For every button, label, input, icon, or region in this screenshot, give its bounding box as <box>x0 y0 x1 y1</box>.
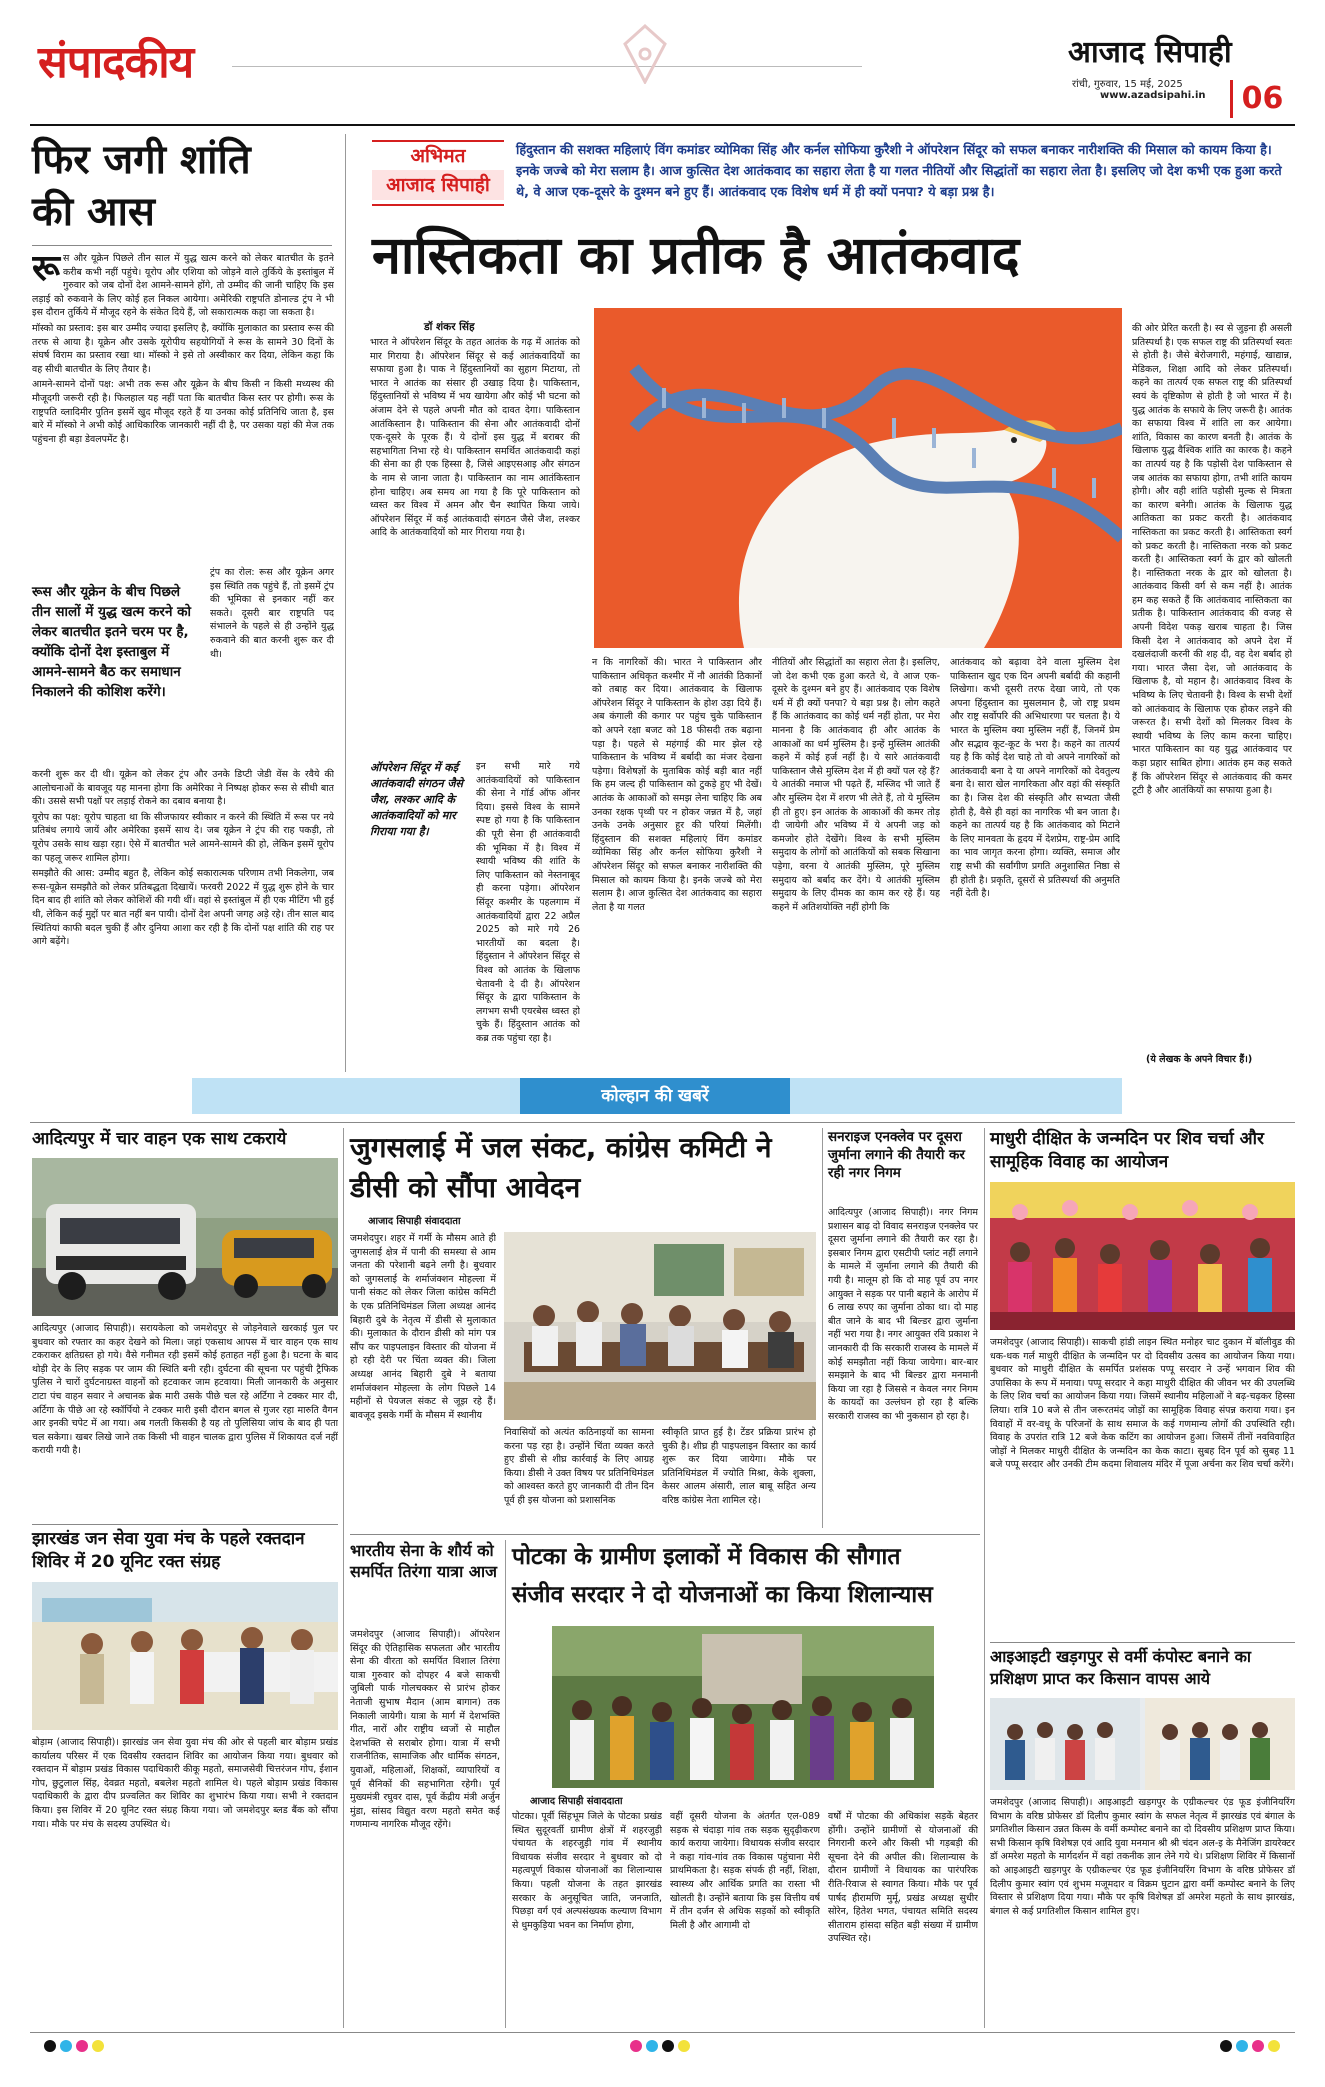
pen-nib-icon <box>600 24 690 84</box>
story-potka-photo <box>552 1626 934 1788</box>
story-accident-text: आदित्यपुर (आजाद सिपाही)। सरायकेला को जमशेदपुर से जोड़नेवाले खरकाई पुल पर बुधवार को रफ्तार का कहर देखने को मिला। जहां एकसाथ आपस में चार वाहन एक साथ टकराकर क्षतिग्रस्त हो गये। वैसे गनीमत रही इसमें कोई हताहत नहीं हुआ है। घटना के बाद थोड़ी देर के लिए सड़क पर जाम की स्थिति बनी रही। दुर्घटना की सूचना पर पहुंची ट्रैफिक पुलिस ने चारों दुर्घटनाग्रस्त वाहनों को हटवाकर जाम हटवाया। मिली जानकारी के अनुसार टाटा पंच वाहन सवार ने अचानक ब्रेक मारी उसके पीछे चल रहे अर्टिगा ने टक्कर मार दी, अर्टिगा के पीछे आ रहे स्कॉर्पियो ने टक्कर मारी इसी दौरान बगल से गुजर रहा मारुति वैगन आर इनकी चपेट में आ गया। अब गलती किसकी है यह तो पुलिसिया जांच के बाद ही पता चल सकेगा। खबर लिखे जाने तक किसी भी वाहन चालक द्वारा पुलिस में शिकायत दर्ज नहीं करायी गयी है। <box>32 1323 338 1457</box>
story-water-photo <box>504 1232 816 1420</box>
editorial-para-7: समझौते की आस: उम्मीद बहुत है, लेकिन कोई सकारात्मक परिणाम तभी निकलेगा, जब रूस-यूक्रेन समझौते को लेकर प्रतिबद्धता दिखायें। फरवरी 2022 में युद्ध शुरू होने के चार दिन बाद ही शांति को लेकर कोशिशें की गयी थीं। वहां से इस्तांबुल में ही एक मीटिंग भी हुई थी, लेकिन कई मुद्दों पर बात नहीं बन पायी। दोनों देश अपनी जगह अड़े रहे। तीन साल बाद स्थितियां काफी बदल चुकी हैं और दुनिया आशा कर रही है कि दोनों पक्ष शांति की राह पर आगे बढ़ेंगे। <box>32 868 334 948</box>
opinion-col5-text: की ओर प्रेरित करती है। स्व से जुड़ना ही असली प्रतिस्पर्धा है। एक सफल राष्ट्र की प्रतिस्पर्धा स्वतः से होती है। जैसे बेरोजगारी, महंगाई, खाद्यान्न, मेडिकल, शिक्षा आदि को लेकर प्रतिस्पर्धा। कहने का तात्पर्य एक सफल राष्ट्र की प्रतिस्पर्धा स्वयं के दृष्टिकोण से होती है जो भारत में है। युद्ध आतंक के सफाये के लिए जरूरी है। आतंक का सफाया विश्व में शांति ला कर आयेगा। शांति, विकास का कारण बनती है। आतंक के खिलाफ युद्ध वैश्विक शांति का कारक है। कहने का तात्पर्य यह है कि पड़ोसी देश पाकिस्तान से जब आतंक का सफाया होगा, तभी शांति कायम होगी। और वही शांति पड़ोसी मुल्क से मित्रता का कारण बनेगी। आतंक के खिलाफ युद्ध आतिकता का प्रकट करती है। आतंकवाद नास्तिकता का प्रकट करती है। आस्तिकता स्वर्ग को प्रकट करती है। नास्तिकता नरक को प्रकट करती है। आस्तिकता स्वर्ग के द्वार को खोलती है। नास्तिकता नरक के द्वार को खोलता है। आतंकवाद किसी वर्ग से कम नहीं है। आतंक हम कह सकते हैं कि आतंकवाद नास्तिकता का प्रतीक है। पाकिस्तान आतंकवाद की वजह से अपनी विदेश पकड़ खराब चाहता है। जिस किसी देश ने आतंकवाद को अपने देश में दखलंदाजी करनी की शह दी, वह देश बर्बाद हो गया। भारत जैसा देश, जो आतंकवाद के खिलाफ है, वो महान है। आतंकवाद विश्व के भविष्य के लिए चेतावनी है। विश्व के सभी देशों को आतंकवाद के खिलाफ एक होकर लड़ने की जरूरत है। सभी देशों को मिलकर विश्व के स्थायी भविष्य के लिए काम करना चाहिए। भारत पाकिस्तान का यह युद्ध आतंकवाद पर कड़ा प्रहार साबित होगा। आतंक हम कह सकते हैं कि ऑपरेशन सिंदूर से आतंकवाद की कमर टूटी है और आतंकियों का सफाया हुआ है। <box>1132 323 1292 797</box>
opinion-column-3 <box>772 656 940 1070</box>
opinion-col3-text: नीतियों और सिद्धांतों का सहारा लेता है। इसलिए, जो देश कभी एक हुआ करते थे, वे आज एक-दूसरे के दुश्मन बने हुए हैं। आतंकवाद एक विशेष धर्म में ही क्यों पनपा? ये बड़ा प्रश्न है। लोग कहते हैं कि आतंकवाद का कोई धर्म नहीं होता, पर मेरा मानना है कि आतंकवाद ही और आतंक के आकाओं का धर्म मुस्लिम है। इन्हें मुस्लिम आतंकी कहने में कोई हर्ज नहीं है। ये सारे आतंकवादी पाकिस्तान जैसे मुस्लिम देश में ही क्यों पल रहे हैं? ये आतंकी नमाज भी पढ़ते हैं, मस्जिद भी जाते हैं और मुस्लिम देश में शरण भी लेते हैं, तो ये मुस्लिम ही तो हुए। इन आतंक के आकाओं की कमर तोड़ दी जायेगी और भविष्य में ये अपनी जड़ को कमजोर होते देखेंगे। विश्व के सभी मुस्लिम समुदाय के लोगों को आतंकियों को सबक सिखाना पड़ेगा, वरना ये आतंकी मुस्लिम, पूरे मुस्लिम समुदाय को बर्बाद कर देंगे। ये आतंकी मुस्लिम समुदाय के लिए दीमक का काम कर रहे हैं। यह कहने में अतिशयोक्ति नहीं होगी कि <box>772 657 940 913</box>
editorial-body-bottom <box>32 768 334 1068</box>
opinion-column-1b <box>476 760 580 1070</box>
story-madhuri-text: जमशेदपुर (आजाद सिपाही)। साकची हांडी लाइन स्थित मनोहर चाट दुकान में बॉलीवुड की धक-धक गर्ल माधुरी दीक्षित के जन्मदिन पर दो दिवसीय उत्सव का आयोजन किया गया। बुधवार को माधुरी दीक्षित के समर्पित प्रशंसक पप्पू सरदार ने उन्हें भगवान शिव की उपासिका के रूप में मनाया। पप्पू सरदार ने कहा माधुरी दीक्षित की जीवन भर की उपलब्धि के लिए शिव चर्चा का आयोजन किया गया। जिसमें स्थानीय महिलाओं ने बढ़-चढ़कर हिस्सा लिया। रात्रि 10 बजे से तीन जरूरतमंद जोड़ों का सामूहिक विवाह संपन्न कराया गया। इन विवाहों में वर-वधू के परिजनों के साथ समाज के कई गणमान्य लोगों की उपस्थिति रही। विवाह के उपरांत रात्रि 12 बजे केक कटिंग का आयोजन हुआ। जिसमें तीनों नवविवाहित जोड़ों ने मिलकर माधुरी दीक्षित के जन्मदिन का केक काटा। सुबह दिन पूर्व को सुबह 11 बजे पप्पू सरदार और उनकी टीम कदमा शिवालय मंदिर में पूजा अर्चना कर शिव चर्चा करेंगे। <box>990 1337 1295 1471</box>
editorial-title-rule <box>32 245 332 246</box>
editorial-para-2: मॉस्को का प्रस्ताव: इस बार उम्मीद ज्यादा इसलिए है, क्योंकि मुलाकात का प्रस्ताव रूस की तरफ से आया है। यूक्रेन और उसके यूरोपीय सहयोगियों ने रूस के सामने 30 दिनों के संघर्ष विराम का प्रस्ताव रखा था। मॉस्को ने इसे तो अस्वीकार कर दिया, लेकिन कहा कि वह सीधी बातचीत के लिए तैयार है। <box>32 322 334 375</box>
editorial-pullquote: रूस और यूक्रेन के बीच पिछले तीन सालों में युद्ध खत्म करने को लेकर बातचीत इतने चरम पर है, क्योंकि दोनों देश इस्ताबुल में आमने-सामने बैठ कर समाधान निकालने की कोशिश करेंगे। <box>32 584 192 700</box>
story-iit-headline: आइआइटी खड़गपुर से वर्मी कंपोस्ट बनाने का प्रशिक्षण प्राप्त कर किसान वापस आये <box>990 1647 1252 1688</box>
story-tiranga-text: जमशेदपुर (आजाद सिपाही)। ऑपरेशन सिंदूर की ऐतिहासिक सफलता और भारतीय सेना की वीरता को समर्पित विशाल तिरंगा यात्रा गुरुवार को दोपहर 4 बजे साकची जुबिली पार्क गोलचक्कर से प्रारंभ होकर नेताजी सुभाष मैदान (आम बागान) तक निकाली जायेगी। यात्रा के मार्ग में देशभक्ति गीत, नारों और राष्ट्रीय ध्वजों से माहौल देशभक्ति से सराबोर होगा। यात्रा में सभी राजनीतिक, सामाजिक और धार्मिक संगठन, युवाओं, महिलाओं, शिक्षकों, व्यापारियों व पूर्व सैनिकों की सहभागिता रहेगी। पूर्व मुख्यमंत्री रघुवर दास, पूर्व केंद्रीय मंत्री अर्जुन मुंडा, सांसद विद्युत वरण महतो समेत कई गणमान्य नागरिक मौजूद रहेंगे। <box>350 1629 500 1831</box>
editorial-dropcap: रू <box>32 252 60 289</box>
opinion-col2-text: न कि नागरिकों की। भारत ने पाकिस्तान और पाकिस्तान अधिकृत कश्मीर में नौ आतंकी ठिकानों को तबाह कर दिया। आतंकवाद के खिलाफ ऑपरेशन सिंदूर ने पाकिस्तान के होश उड़ा दिये हैं। अब कंगाली की कगार पर पहुंच चुके पाकिस्तान को अपने रक्षा बजट को 18 फीसदी तक बढ़ाना पड़ा है। पहले से महंगाई की मार झेल रहे पाकिस्तान के भविष्य में बर्बादी का मंजर देखना पड़ेगा। विशेषज्ञों के मुताबिक कोई बड़ी बात नहीं कि हम जल्द ही पाकिस्तान को टुकड़े हुए भी देखें। आतंक के आकाओं को समझ लेना चाहिए कि अब उनका रक्षक पृथ्वी पर न होकर जन्नत में है, जहां उनके उनके अनुसार हूर की परियां मिलेंगी। हिंदुस्तान की सशक्त महिलाएं विंग कमांडर व्योमिका सिंह और कर्नल सोफिया कुरैशी ने ऑपरेशन सिंदूर को सफल बनाकर नारीशक्ति की मिसाल को कायम किया है। इनके जज्बे को मेरा सलाम है। आज कुत्सित देश आतंकवाद का सहारा लेता है या गलत <box>592 657 762 913</box>
story-potka-text-a: पोटका। पूर्वी सिंहभूम जिले के पोटका प्रखंड स्थित सुदूरवर्ती ग्रामीण क्षेत्रों में शहरजुड़ी पंचायत के शहरजुड़ी गांव में स्थानीय विधायक संजीव सरदार ने बुधवार को दो महत्वपूर्ण विकास योजनाओं का शिलान्यास किया। पहली योजना के तहत झारखंड सरकार के अनुसूचित जाति, जनजाति, पिछड़ा वर्ग एवं अल्पसंख्यक कल्याण विभाग से धुमकुड़िया भवन का निर्माण होगा, <box>512 1811 662 1931</box>
kolhan-band: कोल्हान की खबरें <box>520 1078 790 1114</box>
opinion-col1b-text: इन सभी मारे गये आतंकवादियों को पाकिस्तान की सेना ने गॉर्ड ऑफ ऑनर दिया। इससे विश्व के सामने स्पष्ट हो गया है कि पाकिस्तान की पूरी सेना ही आतंकवादी की भूमिका में है। विश्व में स्थायी भविष्य की शांति के लिए पाकिस्तान को नेस्तनाबूद ही करना पड़ेगा। ऑपरेशन सिंदूर कश्मीर के पहलगाम में आतंकवादियों द्वारा 22 अप्रैल 2025 को मारे गये 26 भारतीयों का बदला है। हिंदुस्तान ने ऑपरेशन सिंदूर से विश्व को आतंक के खिलाफ चेतावनी दे दी है। ऑपरेशन सिंदूर के द्वारा पाकिस्तान के लगभग सभी एयरबेस ध्वस्त हो चुके हैं। हिंदुस्तान आतंक को कब्र तक पहुंचा रहा है। <box>476 761 580 1044</box>
story-potka-text-b: वहीं दूसरी योजना के अंतर्गत एल-089 सड़क से चंदाड़ा गांव तक सड़क सुदृढ़ीकरण कार्य कराया जायेगा। विधायक संजीव सरदार ने कहा गांव-गांव तक विकास पहुंचाना मेरी प्राथमिकता है। सड़क संपर्क ही नहीं, शिक्षा, स्वास्थ्य और आर्थिक प्रगति का रास्ता भी खोलती है। उन्होंने बताया कि इस वित्तीय वर्ष में तीन दर्जन से अधिक सड़कों को स्वीकृति मिली है और आगामी दो <box>670 1811 820 1931</box>
story-potka-body-a <box>512 1810 662 2026</box>
kolhan-divider-2 <box>822 1128 823 1528</box>
story-water-body-a <box>350 1232 496 1530</box>
story-enclave-headline: सनराइज एनक्लेव पर दूसरा जुर्माना लगाने की तैयारी कर रही नगर निगम <box>828 1129 965 1181</box>
page-bottom-rule <box>30 2032 1295 2033</box>
editorial-para-1: स और यूक्रेन पिछले तीन साल में युद्ध खत्म करने को लेकर बातचीत के इतने करीब कभी नहीं पहुंचे। यूरोप और एशिया को जोड़ने वाले तुर्किये के इस्तांबुल में गुरुवार को जब दोनों देश आमने-सामने होंगे, तो उम्मीद की जानी चाहिए कि इस लड़ाई को रुकवाने के लिए कोई हल निकल आयेगा। अमेरिकी राष्ट्रपति डोनाल्ड ट्रंप ने भी इस दौरान तुर्किये में मौजूद रहने के संकेत दिये हैं, जो सकारात्मक कहा जा सकता है। <box>32 253 334 319</box>
story-iit-body <box>990 1796 1295 2026</box>
story-blood-rule <box>32 1524 338 1525</box>
editorial-body-top <box>32 252 334 562</box>
story-blood-headline: झारखंड जन सेवा युवा मंच के पहले रक्तदान शिविर में 20 यूनिट रक्त संग्रह <box>32 1529 305 1572</box>
kolhan-divider-4 <box>505 1540 506 2028</box>
kolhan-divider-1 <box>343 1128 344 2028</box>
editorial-para-4: ट्रंप का रोल: रूस और यूक्रेन अगर इस स्थिति तक पहुंचे हैं, तो इसमें ट्रंप की भूमिका से इनकार नहीं कर सकते। दूसरी बार राष्ट्रपति पद संभालने के पहले से ही उन्होंने युद्ध रुकवाने की बात करनी शुरू कर दी थी। <box>210 567 334 660</box>
editorial-para-6: यूरोप का पक्ष: यूरोप चाहता था कि सीजफायर स्वीकार न करने की स्थिति में रूस पर नये प्रतिबंध लगाये जायें और अमेरिका इसमें साथ दे। जब यूक्रेन ने ट्रंप की राह पकड़ी, तो यूरोप उसके साथ खड़ा रहा। ऐसे में बातचीत भले आमने-सामने की हो, लेकिन इसमें यूरोप का पहलू जरूर शामिल होगा। <box>32 811 334 864</box>
story-potka-text-c: वर्षों में पोटका की अधिकांश सड़कें बेहतर होंगी। उन्होंने ग्रामीणों से योजनाओं की निगरानी करने और किसी भी गड़बड़ी की सूचना देने की अपील की। शिलान्यास के दौरान ग्रामीणों ने विधायक का पारंपरिक रीति-रिवाज से स्वागत किया। मौके पर पूर्व पार्षद हीरामणि मुर्मू, प्रखंड अध्यक्ष सुधीर सोरेन, हितेश भगत, पंचायत समिति सदस्य सीताराम हांसदा सहित बड़ी संख्या में ग्रामीण उपस्थित रहे। <box>828 1811 978 1945</box>
editorial-para-5: करनी शुरू कर दी थी। यूक्रेन को लेकर ट्रंप और उनके डिप्टी जेडी वेंस के रवैये की आलोचनाओं के बावजूद यह मानना होगा कि अमेरिका ने निष्पक्ष होकर रूस से सीधी बात की। उससे सभी पक्षों पर लड़ाई रोकने का दबाव बनाया है। <box>32 769 334 808</box>
story-tiranga-headline: भारतीय सेना के शौर्य को समर्पित तिरंगा यात्रा आज <box>350 1541 498 1581</box>
editorial-title-line2: की आस <box>32 189 155 235</box>
website: www.azadsipahi.in <box>1100 90 1206 101</box>
registration-marks-center <box>630 2040 710 2054</box>
dna-dove-illustration <box>594 308 1122 648</box>
story-blood-photo <box>32 1582 338 1730</box>
story-iit-rule <box>990 1642 1295 1643</box>
story-water-text-b: निवासियों को अत्यंत कठिनाइयों का सामना करना पड़ रहा है। उन्होंने चिंता व्यक्त करते हुए डीसी से शीघ्र कार्रवाई के लिए आग्रह किया। डीसी ने उक्त विषय पर प्रतिनिधिमंडल को आश्वस्त करते हुए जानकारी दी तीन दिन पूर्व ही इस योजना को प्रशासनिक <box>504 1427 654 1506</box>
kolhan-rule <box>30 1122 1295 1123</box>
story-madhuri-photo <box>990 1182 1295 1330</box>
story-enclave-body <box>828 1206 978 1528</box>
editorial-body-side <box>210 566 334 762</box>
page-number: 06 <box>1230 80 1292 118</box>
registration-marks-left <box>44 2040 164 2054</box>
opinion-column-1 <box>370 336 580 751</box>
opinion-label-bottom: आजाद सिपाही <box>372 170 504 200</box>
story-water-body-c <box>662 1426 816 1530</box>
paper-name: आजाद सिपाही <box>1068 35 1232 70</box>
story-potka-byline: आजाद सिपाही संवाददाता <box>530 1796 623 1807</box>
editorial-para-3: आमने-सामने दोनों पक्ष: अभी तक रूस और यूक्रेन के बीच किसी न किसी मध्यस्थ की मौजूदगी जरूरी रही है। फिलहाल यह नहीं पता कि बातचीत किस स्तर पर होगी। रूस के राष्ट्रपति व्लादिमीर पुतिन इसमें खुद मौजूद रहते हैं या उनका कोई प्रतिनिधि जाता है, इस बारे में मॉस्को ने अभी कोई आधिकारिक जानकारी नहीं दी है, पर उसका यहां की मेज तक पहुंचना ही बड़ा डेवलपमेंट है। <box>32 379 334 445</box>
story-tiranga-body <box>350 1628 500 2024</box>
story-water-text-a: जमशेदपुर। शहर में गर्मी के मौसम आते ही जुगसलाई क्षेत्र में पानी की समस्या से आम जनता की परेशानी बढ़ने लगी है। बुधवार को जुगसलाई के शर्माजंक्शन मोहल्ला में पानी संकट को लेकर जिला कांग्रेस कमिटी के एक प्रतिनिधिमंडल जिला अध्यक्ष आनंद बिहारी दुबे के नेतृत्व में डीसी से मुलाकात की। मुलाकात के दौरान डीसी को मांग पत्र सौंप कर पाइपलाइन विस्तार की योजना में हो रही देरी पर चिंता व्यक्त की। जिला अध्यक्ष आनंद बिहारी दुबे ने बताया शर्माजंक्शन मोहल्ला के लोग पिछले 14 महीनों से पेयजल संकट से जूझ रहे हैं। बावजूद इसके गर्मी के मौसम में स्थानीय <box>350 1233 496 1421</box>
opinion-label <box>372 140 504 206</box>
opinion-label-top: अभिमत <box>410 145 466 167</box>
section-title: संपादकीय <box>38 37 194 88</box>
opinion-col4-text: आतंकवाद को बढ़ावा देने वाला मुस्लिम देश पाकिस्तान खुद एक दिन अपनी बर्बादी की कहानी लिखेगा। कभी दूसरी तरफ देखा जाये, तो एक अपना हिंदुस्तान का मुसलमान है, जो राष्ट्र प्रथम और राष्ट्र सर्वोपरि की अभिधारणा पर चलता है। ये भारत के मुस्लिम क्या मुस्लिम नहीं हैं, जिनमें प्रेम और सद्भाव कूट-कूट के भरा है। कहने का तात्पर्य यह है कि कोई देश चाहे तो वो अपने नागरिकों को आतंकवादी बना दे या अपने नागरिकों को देवतुल्य बना दे। सारा खेल नागरिकता और वहां की संस्कृति का है। जिस देश की संस्कृति और सभ्यता जैसी होती है, वैसे ही वहां का नागरिक भी बन जाता है। कहने का तात्पर्य यह है कि आतंकवाद को मिटाने के लिए मानवता के हृदय में देशप्रेम, राष्ट्र-प्रेम आदि का भाव जागृत करना होगा। व्यक्ति, समाज और राष्ट्र सभी की सर्वांगीण प्रगति अनुशासित निष्ठा से ही होती है। प्रकृति, दूसरों से प्रतिस्पर्धा की अनुमति नहीं देती है। <box>950 657 1120 900</box>
story-water-text-c: स्वीकृति प्राप्त हुई है। टेंडर प्रक्रिया प्रारंभ हो चुकी है। शीघ्र ही पाइपलाइन विस्तार का कार्य शुरू कर दिया जायेगा। मौके पर प्रतिनिधिमंडल में ज्योति मिश्रा, केके शुक्ला, केसर आलम अंसारी, लाल बाबू सहित अन्य वरिष्ठ कांग्रेस नेता शामिल रहे। <box>662 1427 816 1506</box>
story-accident-photo <box>32 1158 338 1316</box>
story-accident-headline: आदित्यपुर में चार वाहन एक साथ टकराये <box>32 1129 287 1149</box>
story-potka-body-c <box>828 1810 978 2026</box>
dateline: रांची, गुरुवार, 15 मई, 2025 <box>1072 79 1183 90</box>
opinion-column-5 <box>1132 322 1292 1046</box>
opinion-column-4 <box>950 656 1120 1070</box>
story-enclave-text: आदित्यपुर (आजाद सिपाही)। नगर निगम प्रशासन बाढ़ दो विवाद सनराइज एनक्लेव पर दूसरा जुर्माना लगाने की तैयारी कर रहा है। इसबार निगम द्वारा एसटीपी प्लांट नहीं लगाने के मामले में जुर्माना लगाने की तैयारी की गयी है। मालूम हो कि दो माह पूर्व उप नगर आयुक्त ने सड़क पर पानी बहाने के आरोप में 6 लाख रुपए का जुर्माना ठोका था। दो माह बीत जाने के बाद भी बिल्डर द्वारा जुर्माना नहीं भरा गया है। नगर आयुक्त रवि प्रकाश ने जानकारी दी कि सरकारी राजस्व के मामले में कोई समझौता नहीं किया जायेगा। बार-बार समझाने के बाद भी बिल्डर द्वारा मनमानी किया जा रहा है जिससे न केवल नगर निगम के कायदों का उल्लंघन हो रहा है बल्कि सरकारी राजस्व का भी नुकसान हो रहा है। <box>828 1207 978 1422</box>
opinion-col1-text: भारत ने ऑपरेशन सिंदूर के तहत आतंक के गढ़ में आतंक को मार गिराया है। ऑपरेशन सिंदूर से कई आतंकवादियों का सफाया हुआ है। पाक ने हिंदुस्तानियों का सुहाग मिटाया, तो भारत ने आतंक का संसार ही उखाड़ दिया है। पाकिस्तान, हिंदुस्तानियों से भविष्य में भय खायेगा और कोई भी घटना को अंजाम देने से पहले अपनी मौत को दावत देगा। पाकिस्तान आतंकिस्तान है। पाकिस्तान की सेना और आतंकवादी दोनों एक-दूसरे के पूरक हैं। ये दोनों इस युद्ध में बराबर की सहभागिता निभा रहे थे। पाकिस्तान समर्थित आतंकवादी कहां की सेना का ही एक हिस्सा है, जिसे आइएसआइ और संगठन के नाम से जाना जाता है। पाकिस्तान का नाम आतंकिस्तान होना चाहिए। अब समय आ गया है कि पूरे पाकिस्तान को ध्वस्त कर विश्व में अमन और चैन स्थापित किया जाये। ऑपरेशन सिंदूर में कई आतंकवादी संगठन जैसे जैश, लश्कर आदि के आतंकवादियों को मार गिराया गया है। <box>370 337 580 539</box>
story-madhuri-body <box>990 1336 1295 1638</box>
story-iit-photo <box>990 1698 1295 1790</box>
editorial-title <box>32 134 312 238</box>
story-blood-text: बोड़ाम (आजाद सिपाही)। झारखंड जन सेवा युवा मंच की ओर से पहली बार बोड़ाम प्रखंड कार्यालय परिसर में एक दिवसीय रक्तदान शिविर का आयोजन किया गया। बुधवार को रक्तदान में बोड़ाम प्रखंड विकास पदाधिकारी कीकू महतो, समाजसेवी चित्तरंजन गोप, ईशान गोप, छुटुलाल सिंह, देवव्रत महतो, बबलेश महतो शामिल थे। पहले बोड़ाम प्रखंड विकास पदाधिकारी के द्वारा दीप प्रज्वलित कर शिविर का शुभारंभ किया गया। सभी ने रक्तदान किया। इस शिविर में 20 यूनिट रक्त संग्रह किया गया। जो जमशेदपुर ब्लड बैंक को सौंपा गया। मौके पर मंच के सदस्य उपस्थित थे। <box>32 1737 338 1830</box>
story-blood-body <box>32 1736 338 2026</box>
story-water-byline: आजाद सिपाही संवाददाता <box>368 1216 461 1227</box>
opinion-author: डॉ शंकर सिंह <box>424 321 475 333</box>
story-madhuri-headline: माधुरी दीक्षित के जन्मदिन पर शिव चर्चा और सामूहिक विवाह का आयोजन <box>990 1129 1264 1172</box>
masthead-bottom-rule <box>30 124 1295 126</box>
opinion-pullquote: ऑपरेशन सिंदूर में कई आतंकवादी संगठन जैसे जैश, लश्कर आदि के आतंकवादियों को मार गिराया गया है। <box>370 761 463 838</box>
masthead-rule <box>232 66 862 67</box>
opinion-column-2 <box>592 656 762 1070</box>
column-divider <box>345 134 346 1072</box>
story-water-headline: जुगसलाई में जल संकट, कांग्रेस कमिटी ने डीसी को सौंपा आवेदन <box>350 1131 772 1204</box>
kolhan-divider-3 <box>984 1128 985 2028</box>
story-potka-headline-2: संजीव सरदार ने दो योजनाओं का किया शिलान्यास <box>512 1582 933 1608</box>
opinion-headline: नास्तिकता का प्रतीक है आतंकवाद <box>372 226 1020 286</box>
registration-marks-right <box>1220 2040 1300 2054</box>
story-tiranga-rule <box>350 1534 980 1535</box>
story-water-body-b <box>504 1426 654 1530</box>
story-potka-body-b <box>670 1810 820 2026</box>
story-accident-body <box>32 1322 338 1518</box>
story-iit-text: जमशेदपुर (आजाद सिपाही)। आइआइटी खड़गपुर के एग्रीकल्चर एंड फूड इंजीनियरिंग विभाग के वरिष्ठ प्रोफेसर डॉ दिलीप कुमार स्वांग के सफल नेतृत्व में झारखंड एवं बंगाल के प्रगतिशील किसान उन्नत किस्म के वर्मी कम्पोस्ट बनाने का दो दिवसीय प्रशिक्षण प्राप्त किया। सभी किसान कृषि विशेषज्ञ एवं आदि युवा मनमान श्री श्री चंदन अल-इ के मैनेजिंग डायरेक्टर डॉ अमरेश महतो के मार्गदर्शन में वहां तकनीक ज्ञान लेने गये थे। प्रशिक्षण शिविर में किसानों को आइआइटी खड़गपुर के एग्रीकल्चर एंड फूड इंजीनियरिंग विभाग के वरिष्ठ प्रोफेसर डॉ दिलीप कुमार स्वांग एवं शुभम मजूमदार व विक्रम घुटान द्वारा वर्मी कम्पोस्ट बनाने के लिए विस्तार से प्रशिक्षण दिया गया। मौके पर कृषि विशेषज्ञ डॉ अमरेश महतो के साथ झारखंड, बंगाल से कई प्रगतिशील किसान शामिल हुए। <box>990 1797 1295 1917</box>
story-potka-headline-1: पोटका के ग्रामीण इलाकों में विकास की सौगात <box>512 1544 901 1570</box>
opinion-intro: हिंदुस्तान की सशक्त महिलाएं विंग कमांडर व्योमिका सिंह और कर्नल सोफिया कुरैशी ने ऑपरेशन सिंदूर को सफल बनाकर नारीशक्ति की मिसाल को कायम किया है। इनके जज्बे को मेरा सलाम है। आज कुत्सित देश आतंकवाद का सहारा लेता है या गलत नीतियों और सिद्धांतों का सहारा लेता है। इसलिए जो देश कभी एक हुआ करते थे, वे आज एक-दूसरे के दुश्मन बने हुए हैं। आतंकवाद एक विशेष धर्म में ही क्यों पनपा? ये बड़ा प्रश्न है। <box>516 143 1282 200</box>
opinion-footnote: (ये लेखक के अपने विचार हैं।) <box>1146 1054 1253 1065</box>
editorial-title-line1: फिर जगी शांति <box>32 137 251 183</box>
